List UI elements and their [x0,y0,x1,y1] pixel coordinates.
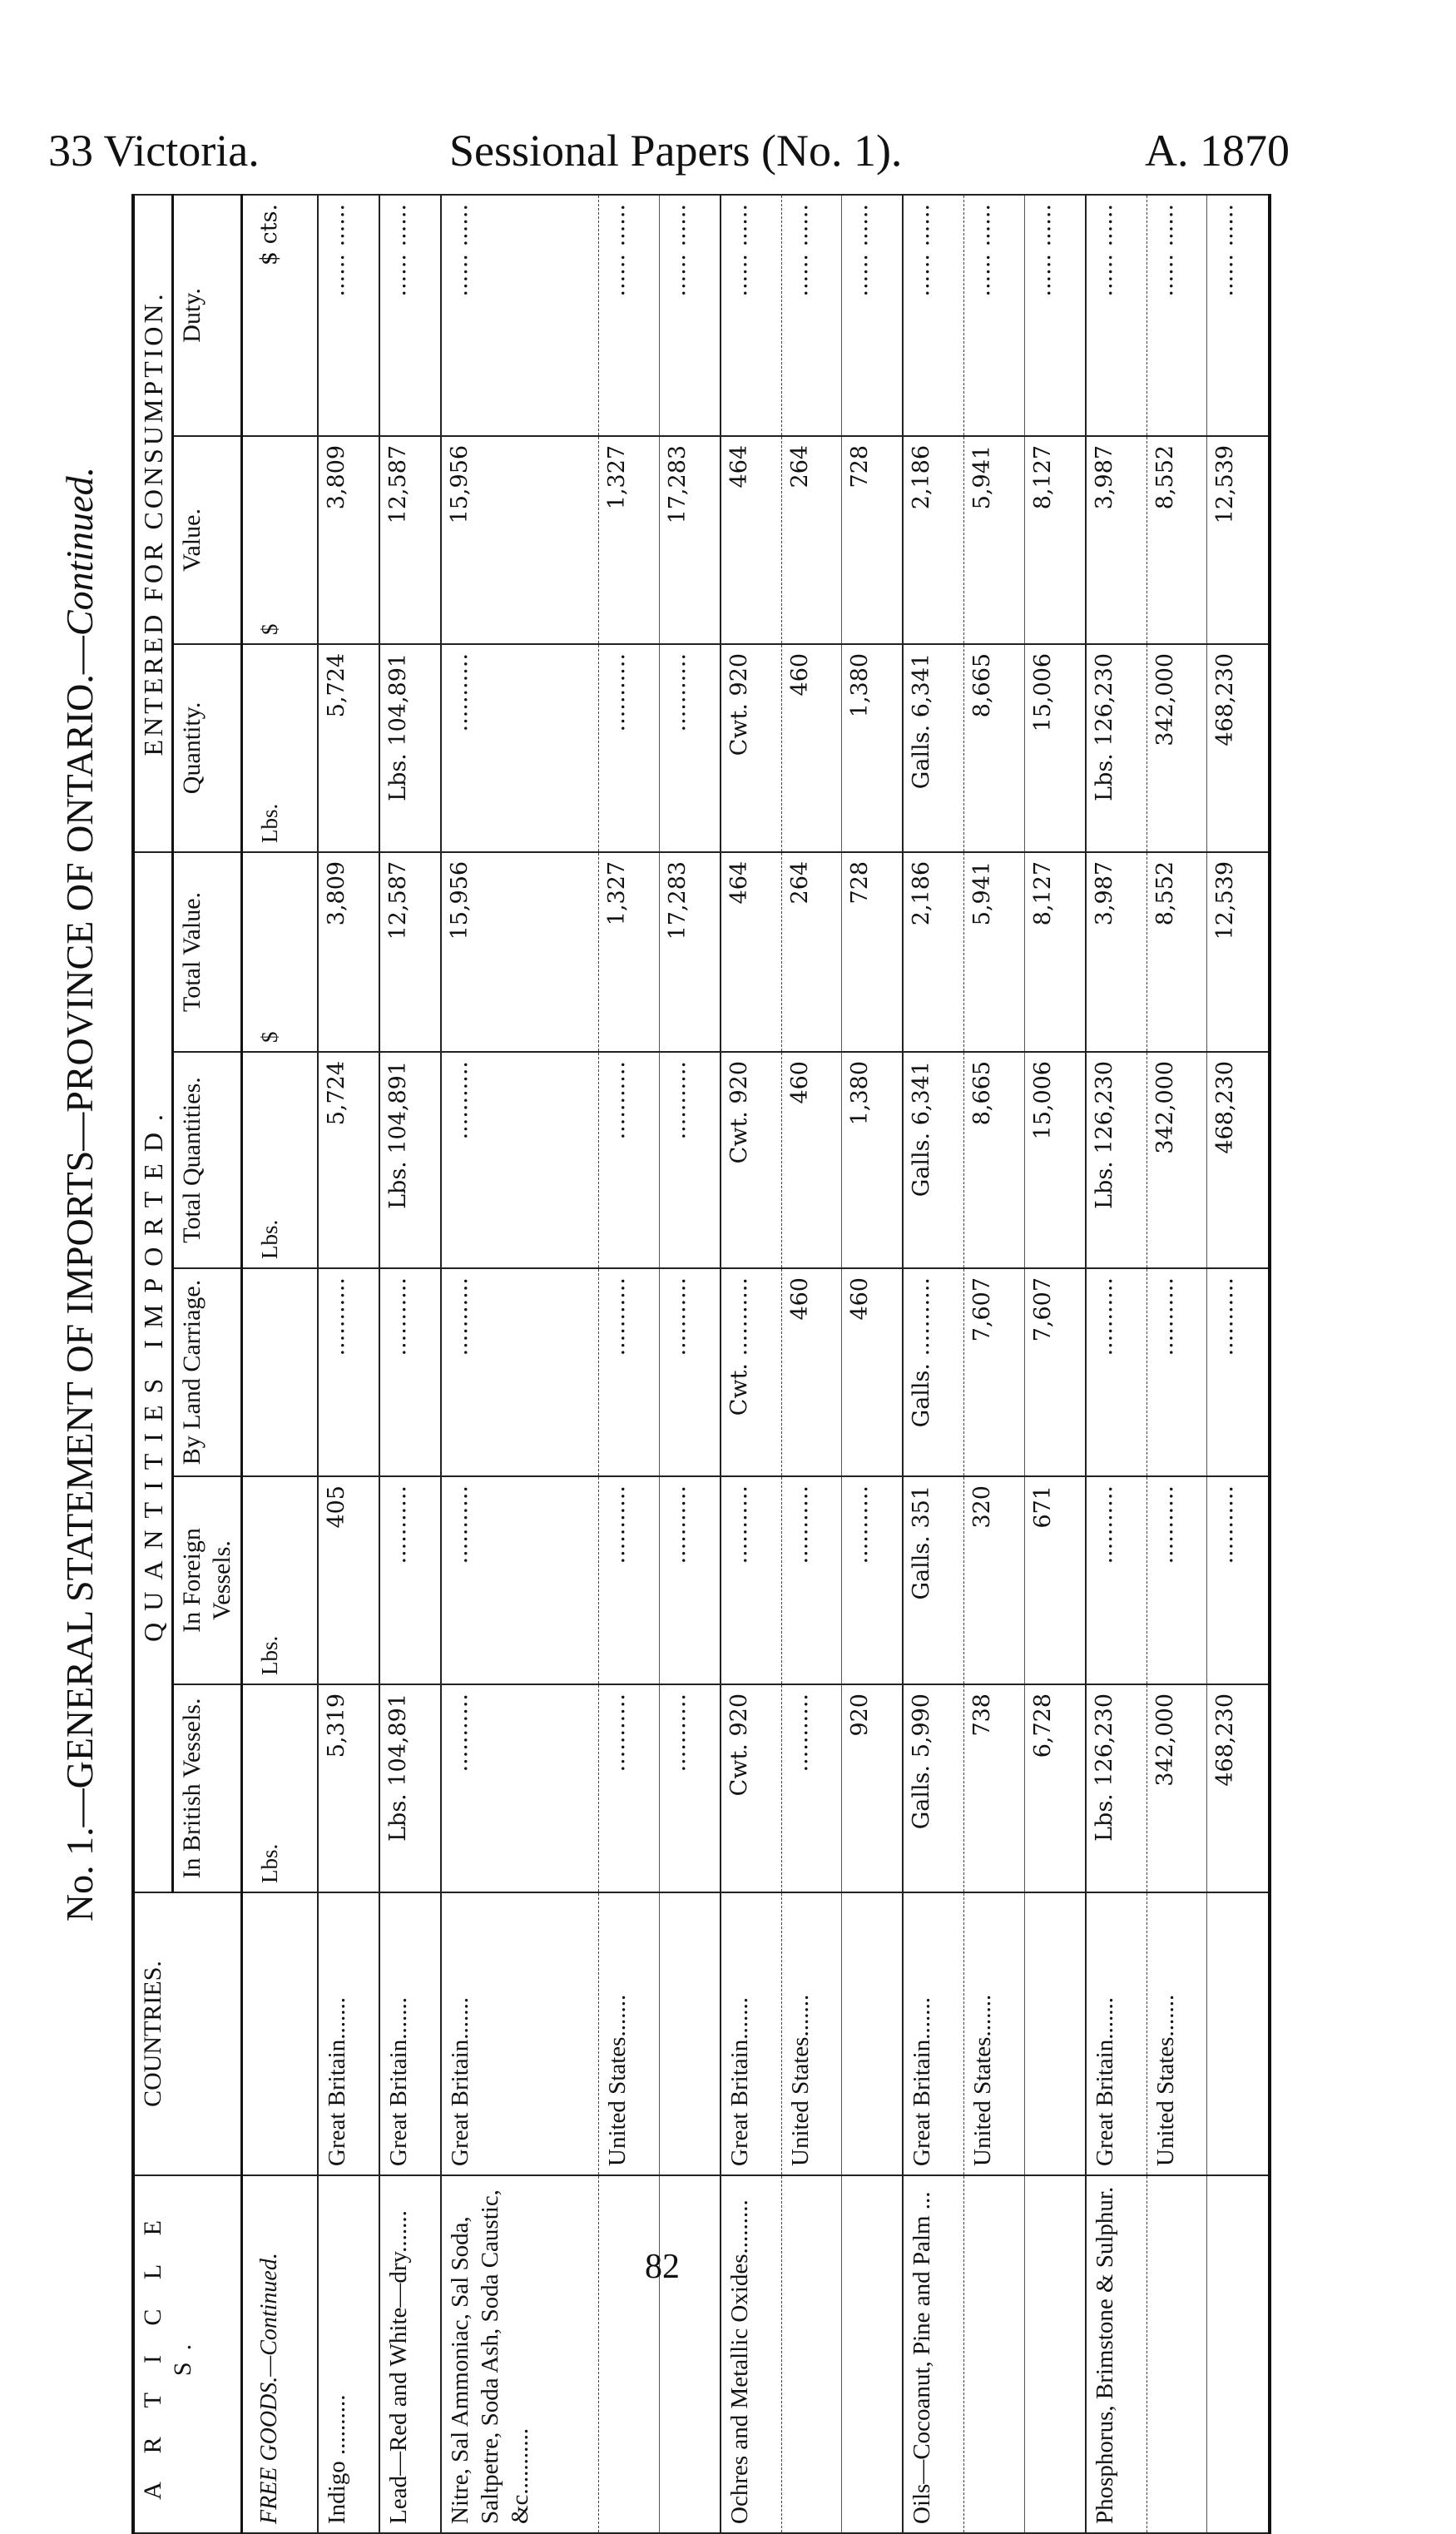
country-cell: Great Britain....... [1086,1892,1146,2175]
land-carriage-cell: 460 [781,1268,842,1476]
unit-tq: Lbs. [242,1052,318,1268]
british-vessels-cell: 738 [964,1684,1025,1892]
quantity-header: Quantity. [173,644,242,852]
duty-cell: ...... ...... [842,195,903,436]
country-cell: United States....... [964,1892,1025,2175]
duty-cell: ...... ...... [659,195,720,436]
quantity-cell: 342,000 [1146,644,1207,852]
article-cell [1207,2175,1270,2533]
land-carriage-cell: 460 [842,1268,903,1476]
value-cell: 5,941 [964,436,1025,644]
value-cell: 264 [781,436,842,644]
unit-val: $ [242,436,318,644]
quantity-cell: 8,665 [964,644,1025,852]
duty-cell: ...... ...... [903,195,963,436]
total-quantities-cell: 8,665 [964,1052,1025,1268]
quantity-cell: 460 [781,644,842,852]
foreign-vessels-cell: ........... [659,1476,720,1684]
total-value-cell: 264 [781,852,842,1052]
quantities-imported-header: QUANTITIES IMPORTED. [133,852,173,1892]
value-cell: 2,186 [903,436,963,644]
article-cell: Nitre, Sal Ammoniac, Sal Soda, Saltpetre, Soda Ash, Soda Caustic, &c........... [441,2175,599,2533]
quantity-cell: 15,006 [1024,644,1085,852]
table-row [379,195,441,2533]
section-label: FREE GOODS.—Continued. [242,2175,318,2533]
duty-cell: ...... ...... [1024,195,1085,436]
british-vessels-cell: 5,319 [318,1684,379,1892]
imports-table [131,194,1271,2534]
unit-bv: Lbs. [242,1684,318,1892]
british-vessels-cell: Cwt. 920 [721,1684,781,1892]
duty-header: Duty. [173,195,242,436]
article-cell [599,2175,660,2533]
unit-duty: $ cts. [242,195,318,436]
table-row [721,195,781,2533]
value-cell: 464 [721,436,781,644]
table-row [1146,195,1207,2533]
quantity-cell: 468,230 [1207,644,1270,852]
table-row [1024,195,1085,2533]
unit-qty: Lbs. [242,644,318,852]
country-cell [1024,1892,1085,2175]
duty-cell: ...... ...... [379,195,441,436]
british-vessels-header: In British Vessels. [173,1684,242,1892]
article-cell [781,2175,842,2533]
total-value-cell: 3,809 [318,852,379,1052]
value-cell: 12,539 [1207,436,1270,644]
total-quantities-cell: Galls. 6,341 [903,1052,963,1268]
total-value-cell: 12,587 [379,852,441,1052]
value-cell: 15,956 [441,436,599,644]
foreign-vessels-cell: 405 [318,1476,379,1684]
land-carriage-cell: Cwt. ........... [721,1268,781,1476]
country-cell: Great Britain....... [379,1892,441,2175]
foreign-vessels-cell: ........... [599,1476,660,1684]
british-vessels-cell: Galls. 5,990 [903,1684,963,1892]
article-cell: Indigo .......... [318,2175,379,2533]
total-quantities-cell: 15,006 [1024,1052,1085,1268]
british-vessels-cell: ........... [659,1684,720,1892]
duty-cell: ...... ...... [599,195,660,436]
table-row [964,195,1025,2533]
total-quantities-cell: 5,724 [318,1052,379,1268]
entered-for-consumption-header: ENTERED FOR CONSUMPTION. [133,195,173,852]
british-vessels-cell: 468,230 [1207,1684,1270,1892]
quantity-cell: ........... [441,644,599,852]
foreign-vessels-cell: ........... [441,1476,599,1684]
value-cell: 728 [842,436,903,644]
total-value-cell: 17,283 [659,852,720,1052]
document-series: Sessional Papers (No. 1). [449,126,903,176]
unit-row [242,195,318,2533]
british-vessels-cell: ........... [441,1684,599,1892]
british-vessels-cell: 920 [842,1684,903,1892]
table-body [242,195,1270,2533]
country-cell: Great Britain....... [721,1892,781,2175]
duty-cell: ...... ...... [441,195,599,436]
session-label: 33 Victoria. [48,126,260,176]
quantity-cell: 1,380 [842,644,903,852]
total-quantities-cell: Cwt. 920 [721,1052,781,1268]
total-quantities-cell: 342,000 [1146,1052,1207,1268]
quantity-cell: Lbs. 126,230 [1086,644,1146,852]
land-carriage-cell: ........... [1146,1268,1207,1476]
british-vessels-cell: ........... [781,1684,842,1892]
total-value-cell: 728 [842,852,903,1052]
quantity-cell: 5,724 [318,644,379,852]
foreign-vessels-header: In Foreign Vessels. [173,1476,242,1684]
value-cell: 8,552 [1146,436,1207,644]
quantity-cell: Cwt. 920 [721,644,781,852]
quantity-cell: Lbs. 104,891 [379,644,441,852]
foreign-vessels-cell: ........... [379,1476,441,1684]
year-label: A. 1870 [1145,126,1290,176]
table-row [441,195,599,2533]
total-quantities-cell: 468,230 [1207,1052,1270,1268]
foreign-vessels-cell: 320 [964,1476,1025,1684]
land-carriage-cell: 7,607 [1024,1268,1085,1476]
land-carriage-cell: Galls. ........... [903,1268,963,1476]
statement-title-main: No. 1.—GENERAL STATEMENT OF IMPORTS—PROVINCE OF ONTARIO.— [58,636,101,1922]
value-cell: 3,809 [318,436,379,644]
total-value-cell: 5,941 [964,852,1025,1052]
value-cell: 17,283 [659,436,720,644]
statement-title [55,104,105,2284]
article-cell [1024,2175,1085,2533]
british-vessels-cell: 6,728 [1024,1684,1085,1892]
foreign-vessels-cell: Galls. 351 [903,1476,963,1684]
article-cell: Oils—Cocoanut, Pine and Palm ... [903,2175,963,2533]
duty-cell: ...... ...... [964,195,1025,436]
total-quantities-header: Total Quantities. [173,1052,242,1268]
foreign-vessels-cell: ........... [842,1476,903,1684]
british-vessels-cell: Lbs. 104,891 [379,1684,441,1892]
duty-cell: ...... ...... [1146,195,1207,436]
total-quantities-cell: ........... [659,1052,720,1268]
total-quantities-cell: ........... [441,1052,599,1268]
articles-header: A R T I C L E S. [133,2175,242,2533]
value-cell: 1,327 [599,436,660,644]
table-row [659,195,720,2533]
value-cell: 8,127 [1024,436,1085,644]
country-cell: United States....... [781,1892,842,2175]
table-row [599,195,660,2533]
unit-lc [242,1268,318,1476]
article-cell [964,2175,1025,2533]
country-cell: Great Britain....... [441,1892,599,2175]
total-value-cell: 8,552 [1146,852,1207,1052]
total-quantities-cell: 460 [781,1052,842,1268]
land-carriage-cell: ........... [318,1268,379,1476]
quantity-cell: Galls. 6,341 [903,644,963,852]
total-value-cell: 12,539 [1207,852,1270,1052]
foreign-vessels-cell: ........... [1146,1476,1207,1684]
land-carriage-cell: ........... [441,1268,599,1476]
value-cell: 3,987 [1086,436,1146,644]
foreign-vessels-cell: 671 [1024,1476,1085,1684]
country-cell [1207,1892,1270,2175]
duty-cell: ...... ...... [1086,195,1146,436]
british-vessels-cell: Lbs. 126,230 [1086,1684,1146,1892]
country-cell: Great Britain....... [903,1892,963,2175]
country-cell: Great Britain....... [318,1892,379,2175]
duty-cell: ...... ...... [1207,195,1270,436]
foreign-vessels-cell: ........... [781,1476,842,1684]
unit-tv: $ [242,852,318,1052]
table-row [318,195,379,2533]
total-value-cell: 464 [721,852,781,1052]
foreign-vessels-cell: ........... [1086,1476,1146,1684]
land-carriage-cell: ........... [379,1268,441,1476]
quantity-cell: ........... [659,644,720,852]
imports-table-wrapper [131,196,1271,2534]
total-quantities-cell: Lbs. 126,230 [1086,1052,1146,1268]
article-cell [842,2175,903,2533]
value-header: Value. [173,436,242,644]
land-carriage-cell: ........... [659,1268,720,1476]
table-row [903,195,963,2533]
country-cell [659,1892,720,2175]
foreign-vessels-cell: ........... [721,1476,781,1684]
country-cell [842,1892,903,2175]
article-cell [1146,2175,1207,2533]
total-quantities-cell: ........... [599,1052,660,1268]
table-row [1207,195,1270,2533]
land-carriage-cell: ........... [1086,1268,1146,1476]
total-quantities-cell: 1,380 [842,1052,903,1268]
running-head [0,125,1456,191]
land-carriage-cell: 7,607 [964,1268,1025,1476]
total-value-cell: 15,956 [441,852,599,1052]
table-row [842,195,903,2533]
article-cell: Phosphorus, Brimstone & Sulphur. [1086,2175,1146,2533]
british-vessels-cell: 342,000 [1146,1684,1207,1892]
country-cell: United States....... [599,1892,660,2175]
quantity-cell: ........... [599,644,660,852]
total-value-header: Total Value. [173,852,242,1052]
total-value-cell: 1,327 [599,852,660,1052]
article-cell [659,2175,720,2533]
total-value-cell: 8,127 [1024,852,1085,1052]
total-value-cell: 2,186 [903,852,963,1052]
duty-cell: ...... ...... [721,195,781,436]
duty-cell: ...... ...... [318,195,379,436]
value-cell: 12,587 [379,436,441,644]
total-value-cell: 3,987 [1086,852,1146,1052]
total-quantities-cell: Lbs. 104,891 [379,1052,441,1268]
land-carriage-header: By Land Carriage. [173,1268,242,1476]
land-carriage-cell: ........... [599,1268,660,1476]
table-row [1086,195,1146,2533]
british-vessels-cell: ........... [599,1684,660,1892]
article-cell: Ochres and Metallic Oxides......... [721,2175,781,2533]
land-carriage-cell: ........... [1207,1268,1270,1476]
unit-country-cell [242,1892,318,2175]
statement-title-continued: Continued. [58,466,101,637]
countries-header: COUNTRIES. [133,1892,242,2175]
unit-fv: Lbs. [242,1476,318,1684]
page-number: 82 [645,2248,680,2286]
country-cell: United States....... [1146,1892,1207,2175]
article-cell: Lead—Red and White—dry....... [379,2175,441,2533]
header-row-groups [133,195,173,2533]
duty-cell: ...... ...... [781,195,842,436]
table-row [781,195,842,2533]
foreign-vessels-cell: ........... [1207,1476,1270,1684]
